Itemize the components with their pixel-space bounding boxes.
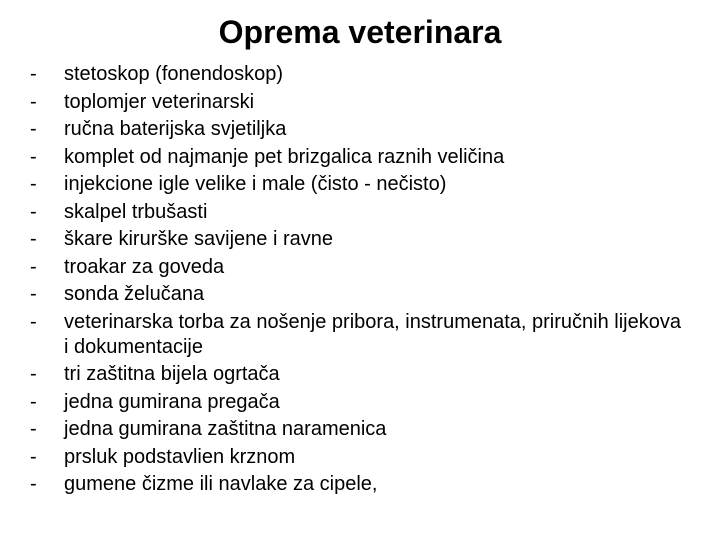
list-item-text: komplet od najmanje pet brizgalica raznih veličina [64, 145, 505, 168]
list-item [30, 255, 690, 280]
list-item-text: injekcione igle velike i male (čisto - nečisto) [64, 173, 447, 195]
list-item-text: troakar za goveda [64, 255, 225, 278]
list-item-text: skalpel trbušasti [64, 200, 208, 223]
list-item [30, 145, 690, 170]
list-item [30, 62, 690, 87]
list-item [30, 117, 690, 142]
list-item [30, 362, 690, 387]
list-item [30, 282, 690, 307]
dash-bullet: - [30, 145, 37, 168]
dash-bullet: - [30, 310, 37, 333]
dash-bullet: - [30, 200, 37, 223]
list-item [30, 90, 690, 115]
list-item-text: jedna gumirana pregača [64, 390, 280, 413]
list-item-text: stetoskop (fonendoskop) [64, 63, 284, 85]
list-item-text: toplomjer veterinarski [64, 90, 255, 113]
list-item-text: škare kirurške savijene i ravne [64, 228, 333, 250]
dash-bullet: - [30, 390, 37, 413]
list-item [30, 227, 690, 252]
dash-bullet: - [30, 445, 37, 468]
list-item-text: ručna baterijska svjetiljka [64, 118, 287, 140]
dash-bullet: - [30, 255, 37, 278]
list-item [30, 417, 690, 442]
dash-bullet: - [30, 90, 37, 113]
list-item-text: prsluk podstavlien krznom [64, 445, 296, 468]
list-item-text: jedna gumirana zaštitna naramenica [64, 418, 387, 440]
slide-title: Oprema veterinara [218, 14, 502, 50]
dash-bullet: - [30, 118, 37, 140]
list-item [30, 390, 690, 415]
list-item-text: sonda želučana [64, 283, 205, 305]
list-item-text: veterinarska torba za nošenje pribora, instrumenata, priručnih lijekova i dokumentacije [64, 310, 681, 358]
list-item-text: tri zaštitna bijela ogrtača [64, 363, 280, 385]
equipment-list [30, 62, 690, 500]
dash-bullet: - [30, 473, 37, 495]
dash-bullet: - [30, 363, 37, 385]
list-item [30, 200, 690, 225]
list-item [30, 172, 690, 197]
list-item [30, 472, 690, 497]
dash-bullet: - [30, 63, 37, 85]
list-item [30, 445, 690, 470]
dash-bullet: - [30, 283, 37, 305]
list-item [30, 310, 690, 360]
dash-bullet: - [30, 228, 37, 250]
dash-bullet: - [30, 173, 37, 195]
list-item-text: gumene čizme ili navlake za cipele, [64, 473, 378, 495]
dash-bullet: - [30, 418, 37, 440]
